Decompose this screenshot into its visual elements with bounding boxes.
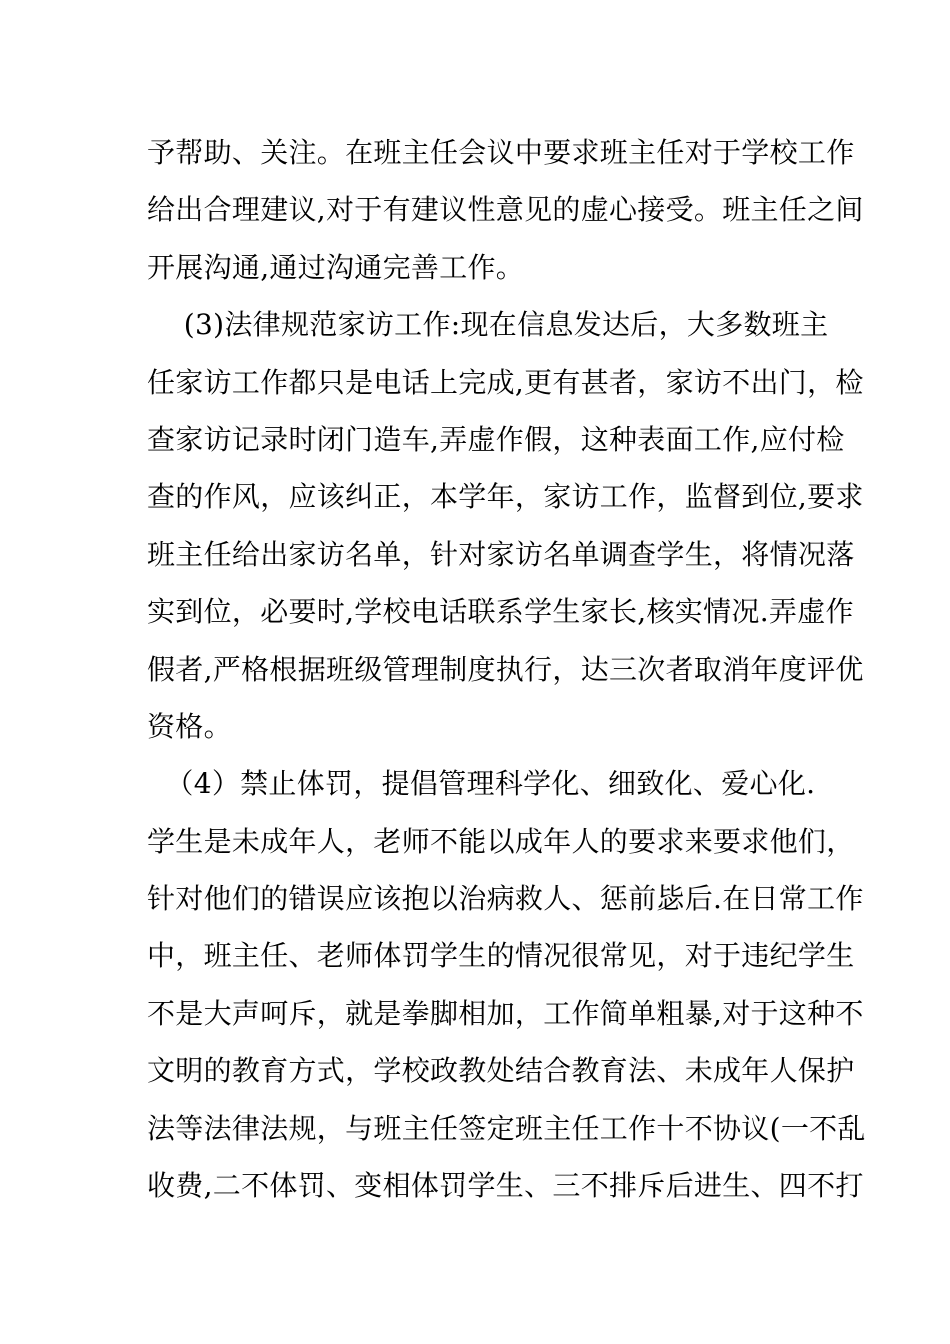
text-line: 给出合理建议,对于有建议性意见的虚心接受。班主任之间 xyxy=(147,193,864,227)
text-line: 查家访记录时闭门造车,弄虚作假，这种表面工作,应付检 xyxy=(147,422,845,456)
text-line: 班主任给出家访名单，针对家访名单调查学生，将情况落 xyxy=(147,537,855,571)
text-line: 资格。 xyxy=(147,709,232,743)
text-line: 针对他们的错误应该抱以治病救人、惩前毖后.在日常工作 xyxy=(147,882,864,916)
text-line: 开展沟通,通过沟通完善工作。 xyxy=(147,250,525,284)
text-line: 中，班主任、老师体罚学生的情况很常见，对于违纪学生 xyxy=(147,939,855,973)
text-line: 假者,严格根据班级管理制度执行，达三次者取消年度评优 xyxy=(147,652,864,686)
text-line: (3)法律规范家访工作:现在信息发达后，大多数班主 xyxy=(147,308,829,342)
text-line: 不是大声呵斥，就是拳脚相加，工作简单粗暴,对于这种不 xyxy=(147,996,864,1030)
text-line: 文明的教育方式，学校政教处结合教育法、未成年人保护 xyxy=(147,1054,855,1088)
body-text xyxy=(147,124,866,1214)
text-line: 实到位，必要时,学校电话联系学生家长,核实情况.弄虚作 xyxy=(147,595,854,629)
text-line: 予帮助、关注。在班主任会议中要求班主任对于学校工作 xyxy=(147,136,855,169)
text-line: 收费,二不体罚、变相体罚学生、三不排斥后进生、四不打 xyxy=(147,1169,864,1203)
text-line: 查的作风，应该纠正，本学年，家访工作，监督到位,要求 xyxy=(147,480,864,514)
text-line: 学生是未成年人，老师不能以成年人的要求来要求他们， xyxy=(147,824,855,858)
text-line: 法等法律法规，与班主任签定班主任工作十不协议(一不乱 xyxy=(147,1111,866,1145)
text-line: （4）禁止体罚，提倡管理科学化、细致化、爱心化. xyxy=(147,767,816,801)
text-line: 任家访工作都只是电话上完成,更有甚者，家访不出门，检 xyxy=(147,365,864,399)
